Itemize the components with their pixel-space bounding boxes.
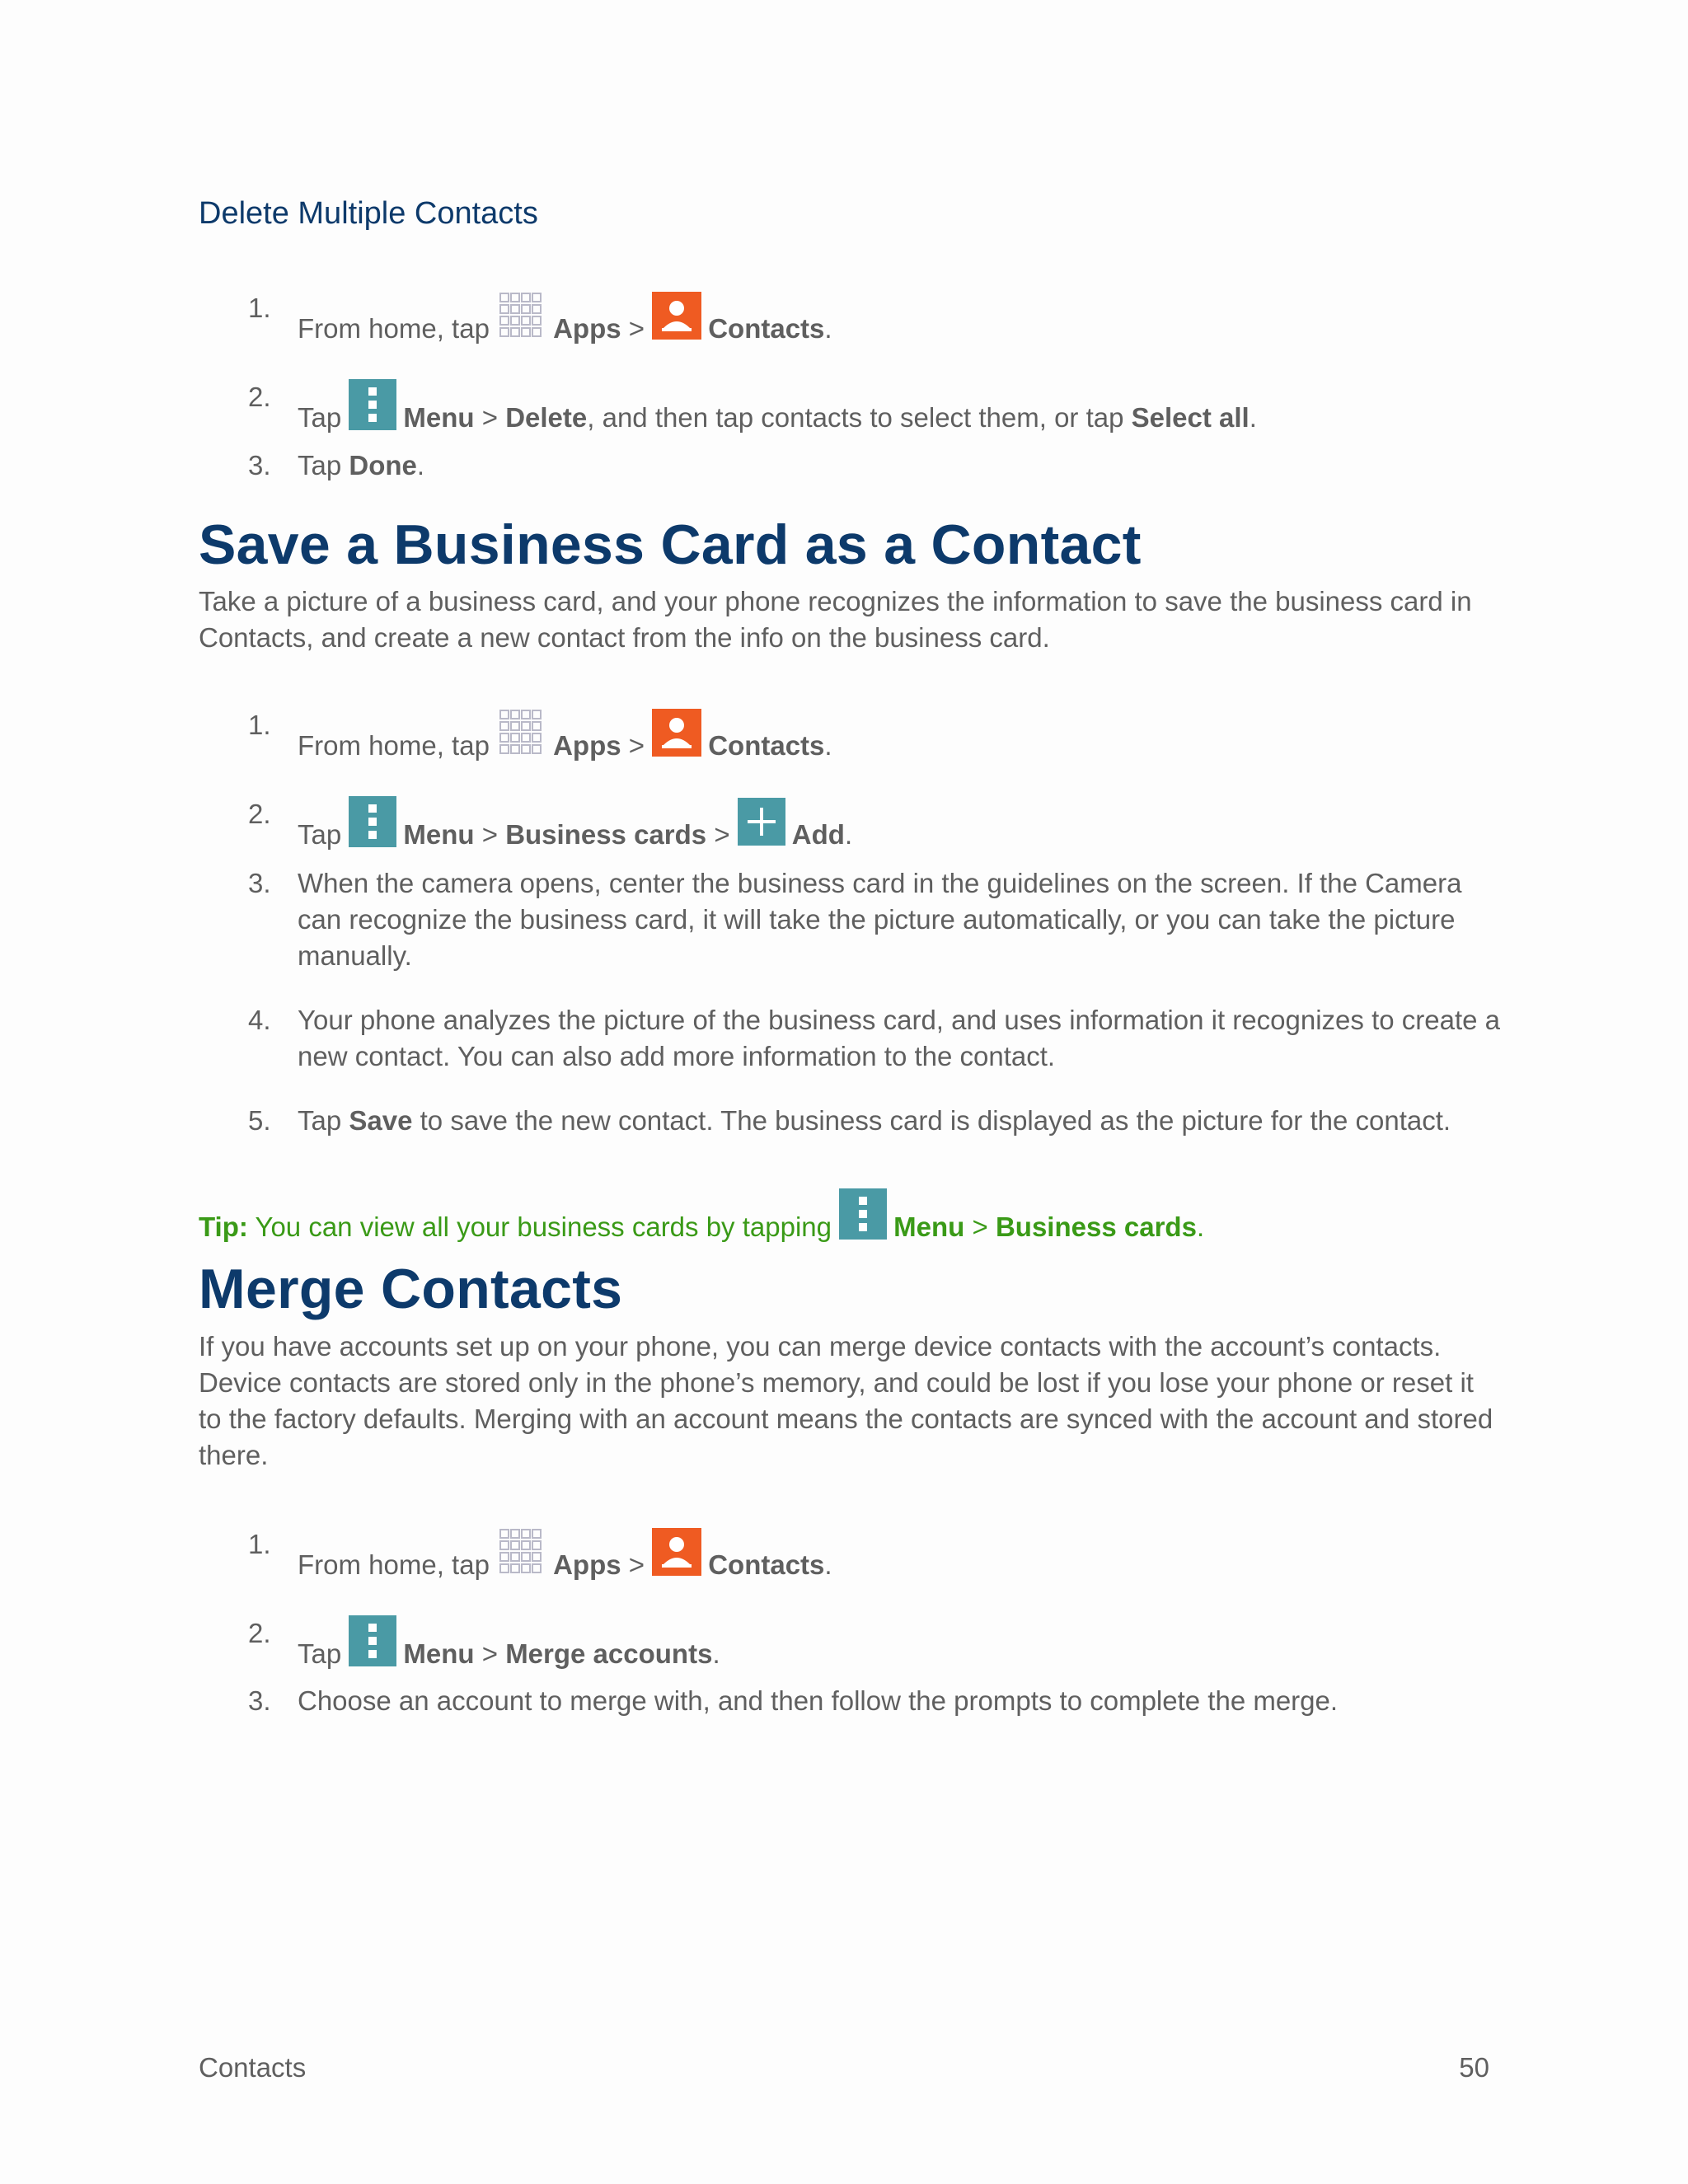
section-heading-delete-multiple: Delete Multiple Contacts [199, 196, 538, 231]
add-icon [738, 798, 785, 846]
section-intro: Take a picture of a business card, and your phone recognizes the information to save the business card in Contacts, and create a new contact from the info on the business card. [199, 586, 1472, 653]
menu-icon [839, 1188, 887, 1240]
contacts-icon [652, 292, 701, 340]
apps-icon [497, 290, 546, 343]
tip-note: Tip: You can view all your business cards by tapping Menu > Business cards. [199, 1188, 1501, 1245]
apps-icon [497, 707, 546, 760]
menu-icon [349, 796, 396, 847]
footer-section-name: Contacts [199, 2052, 307, 2083]
menu-icon [349, 379, 396, 430]
page-number: 50 [1459, 2052, 1489, 2083]
section-heading-save-business-card: Save a Business Card as a Contact [199, 513, 1142, 576]
document-page: Delete Multiple Contacts 1. From home, tap Apps > Contacts. 2. Tap Menu > Delete, and then tap contacts to select them, or tap Select all. 3. Tap Done. Save a Business Card as a Contact Take a picture of a business card, and your phone recognizes the information to save the business card in Contacts, and create a new contact from the info on the business card. 1. From home, tap Apps > Contacts. 2. Tap Menu > Business cards > Add. 3. When the camera opens, center the business card in the guidelines on the screen. If the Camera can recognize the business card, it will take the picture automatically, or you can take the picture manually. 4. Your phone analyzes the picture of the business card, and uses information it recognizes to create a new contact. You can also add more information to the contact. 5. Tap Save to save the new contact. The business card is displayed as the picture for the contact. Tip: You can view all your business cards by tapping Menu > Business cards. Merge Contacts If you have accounts set up on your phone, you can merge device contacts with the account’s contacts. Device contacts are stored only in the phone’s memory, and could be lost if you lose your phone or reset it to the factory defaults. Merging with an account means the contacts are synced with the account and stored there. 1. From home, tap Apps > Contacts. 2. Tap Menu > Merge accounts. 3. Choose an account to merge with, and then follow the prompts to complete the merge. Contacts 50 [199, 196, 1500, 2083]
apps-icon [497, 1526, 546, 1579]
contacts-icon [652, 1528, 701, 1576]
contacts-icon [652, 709, 701, 757]
section-heading-merge-contacts: Merge Contacts [199, 1258, 623, 1320]
menu-icon [349, 1615, 396, 1666]
section-intro: If you have accounts set up on your phone, you can merge device contacts with the account’s contacts. Device contacts are stored only in the phone’s memory, and could be lost if you lose your phone or reset it to the factory defaults. Merging with an account means the contacts are synced with the account and stored there. [199, 1331, 1493, 1470]
tip-label: Tip: [199, 1212, 248, 1242]
